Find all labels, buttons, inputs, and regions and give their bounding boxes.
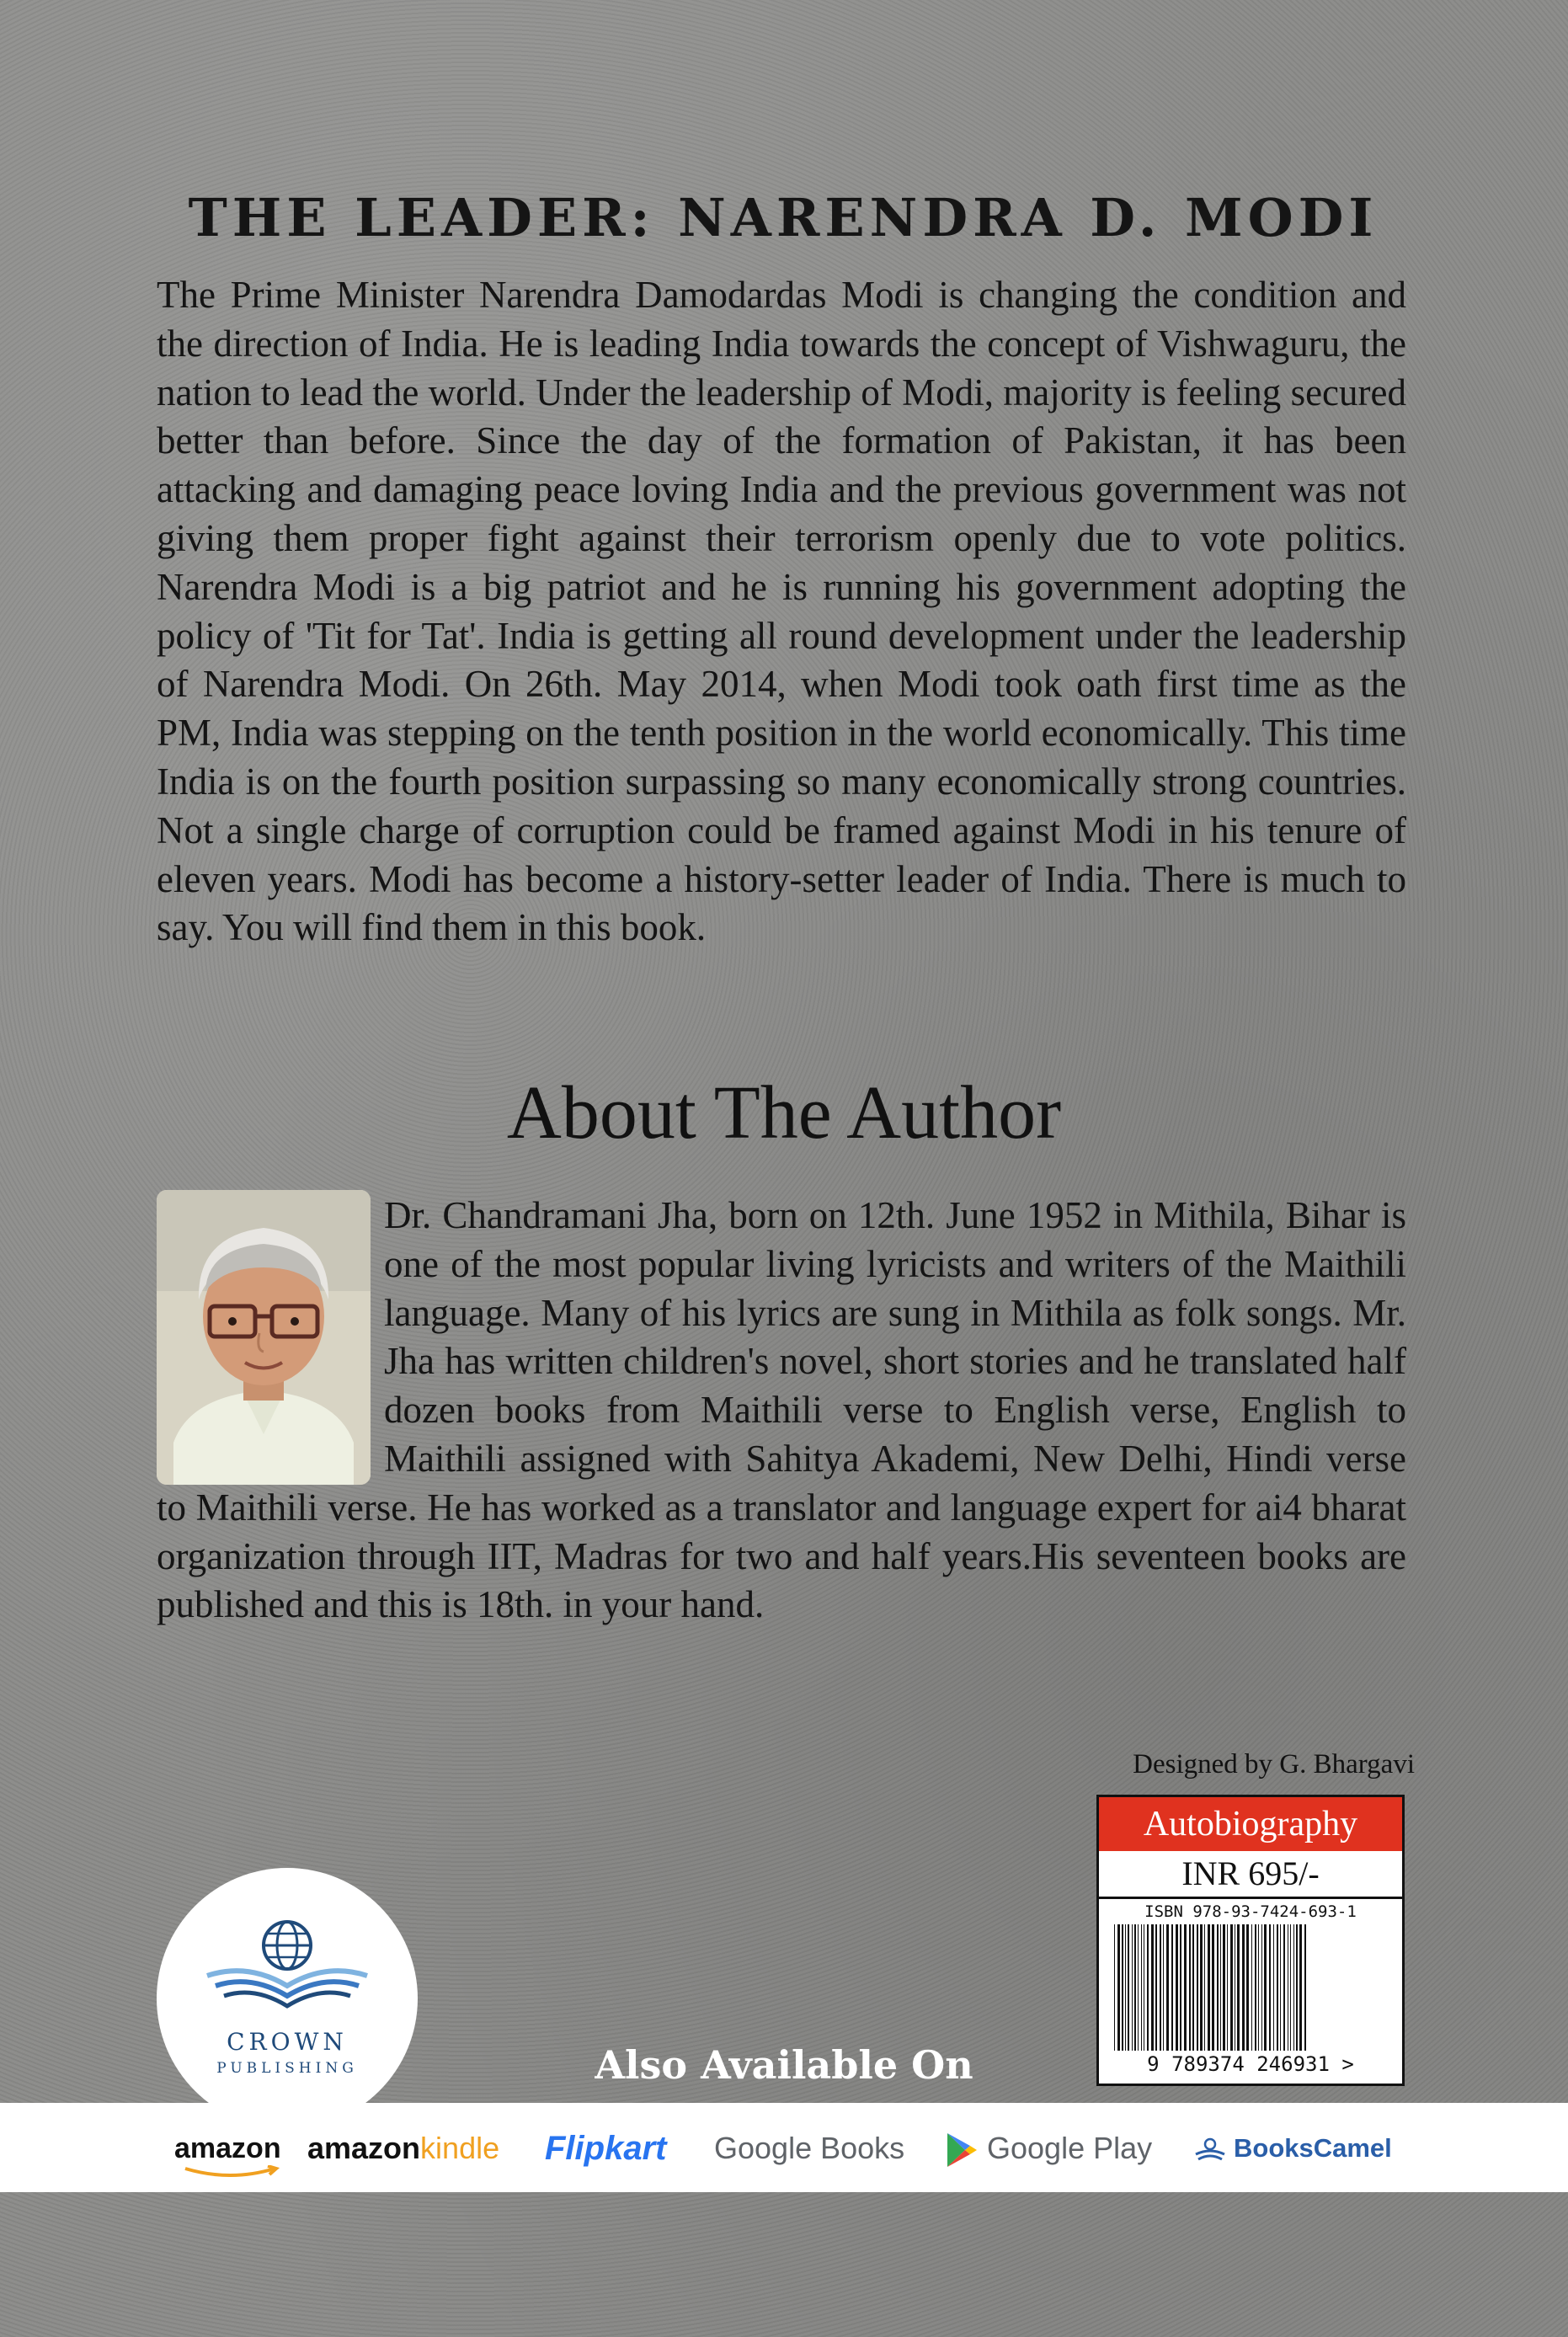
barcode-bar [1223, 1924, 1225, 2051]
barcode-bar [1212, 1924, 1214, 2051]
barcode-bar [1220, 1924, 1221, 2051]
barcode-bar [1261, 1924, 1262, 2051]
barcode-bar [1246, 1924, 1249, 2051]
barcode-bar [1277, 1924, 1278, 2051]
barcode-bar [1125, 1924, 1126, 2051]
barcode-bar [1304, 1924, 1306, 2051]
publisher-logo [157, 1868, 418, 2129]
barcode-bar [1217, 1924, 1219, 2051]
barcode-bar [1180, 1924, 1181, 2051]
barcode-digits: 9 789374 246931 > [1147, 2052, 1354, 2076]
designer-credit: Designed by G. Bhargavi [1133, 1749, 1415, 1779]
kindle-amazon-part: amazon [307, 2131, 421, 2165]
barcode-bar [1134, 1924, 1136, 2051]
barcode-bar [1189, 1924, 1191, 2051]
barcode-bar [1227, 1924, 1228, 2051]
barcode-bar [1242, 1924, 1245, 2051]
barcode-bar [1237, 1924, 1240, 2051]
bookscamel-icon [1193, 2136, 1227, 2164]
barcode-bar [1264, 1924, 1267, 2051]
barcode-bar [1128, 1924, 1129, 2051]
barcode-bar [1255, 1924, 1256, 2051]
barcode-bar [1122, 1924, 1123, 2051]
barcode-bar [1147, 1924, 1149, 2051]
bookscamel-label: BooksCamel [1234, 2133, 1392, 2163]
barcode-bar [1230, 1924, 1233, 2051]
bookscamel-logo [1193, 2125, 1392, 2172]
barcode-bar [1208, 1924, 1210, 2051]
publisher-subtitle: PUBLISHING [216, 2060, 358, 2077]
barcode-bar [1132, 1924, 1133, 2051]
barcode-bar [1160, 1924, 1161, 2051]
barcode-bar [1166, 1924, 1169, 2051]
barcode-bar [1290, 1924, 1291, 2051]
flipkart-logo: Flipkart [545, 2130, 667, 2167]
kindle-part: kindle [420, 2131, 500, 2165]
barcode-bar [1141, 1924, 1142, 2051]
author-bio: Dr. Chandramani Jha, born on 12th. June 1952 in Mithila, Bihar is one of the most popular living lyricists and writers of the Maithili language. Many of his lyrics are sung in Mithila as folk songs. Mr. Jha has written children's novel, short stories and he translated half dozen books from Maithili verse to English verse, English to Maithili assigned with Sahitya Akademi, New Delhi, Hindi verse to Maithili verse. He has worked as a translator and language expert for ai4 bharat organization through IIT, Madras for two and half years.His seventeen books are published and this is 18th. in your hand. [157, 1194, 1406, 1626]
publisher-name: CROWN [227, 2028, 348, 2056]
barcode-bar [1273, 1924, 1274, 2051]
barcode-bar [1283, 1924, 1285, 2051]
barcode-bar [1299, 1924, 1302, 2051]
barcode-bar [1155, 1924, 1157, 2051]
isbn-label: ISBN 978-93-7424-693-1 [1144, 1902, 1357, 1921]
price-label: INR 695/- [1099, 1851, 1402, 1899]
google-play-logo [945, 2125, 1152, 2172]
genre-label: Autobiography [1099, 1797, 1402, 1851]
barcode [1109, 1924, 1392, 2051]
amazon-smile-icon [180, 2165, 281, 2182]
barcode-bar [1151, 1924, 1154, 2051]
google-play-icon [945, 2132, 979, 2169]
amazon-wordmark: amazon [174, 2132, 281, 2164]
barcode-bar [1200, 1924, 1203, 2051]
barcode-bar [1251, 1924, 1252, 2051]
available-on-heading: Also Available On [595, 2042, 973, 2088]
book-blurb: The Prime Minister Narendra Damodardas Modi is changing the condition and the direction of India. He is leading India towards the concept of Vishwaguru, the nation to lead the world. Under the leadership of Modi, majority is feeling secured better than before. Since the day of the formation of Pakistan, it has been attacking and damaging peace loving India and the previous government was not giving them proper fight against their terrorism openly due to vote politics. Narendra Modi is a big patriot and he is running his government adopting the policy of 'Tit for Tat'. India is getting all round development under the leadership of Narendra Modi. On 26th. May 2014, when Modi took oath first time as the PM, India was stepping on the tenth position in the world economically. This time India is on the fourth position surpassing so many economically strong countries. Not a single charge of corruption could be framed against Modi in his tenure of eleven years. Modi has become a history-setter leader of India. There is much to say. You will find them in this book. [157, 274, 1406, 949]
barcode-bar [1114, 1924, 1115, 2051]
barcode-bar [1269, 1924, 1271, 2051]
barcode-bar [1204, 1924, 1205, 2051]
google-books-logo: Google Books [714, 2131, 905, 2165]
barcode-bar [1184, 1924, 1187, 2051]
barcode-bar [1192, 1924, 1194, 2051]
barcode-bar [1293, 1924, 1294, 2051]
barcode-bar [1197, 1924, 1198, 2051]
barcode-bar [1163, 1924, 1164, 2051]
barcode-bar [1176, 1924, 1178, 2051]
barcode-bar [1296, 1924, 1298, 2051]
book-title: THE LEADER: NARENDRA D. MODI [188, 187, 1379, 248]
globe-open-book-icon [157, 1868, 418, 2028]
amazon-kindle-logo [307, 2125, 499, 2172]
barcode-bar [1138, 1924, 1139, 2051]
google-play-label: Google Play [987, 2131, 1153, 2165]
barcode-bar [1280, 1924, 1281, 2051]
barcode-bar [1117, 1924, 1120, 2051]
about-author-heading: About The Author [506, 1071, 1062, 1155]
barcode-bar [1171, 1924, 1173, 2051]
barcode-bar [1258, 1924, 1259, 2051]
store-logos-strip [0, 2103, 1568, 2192]
